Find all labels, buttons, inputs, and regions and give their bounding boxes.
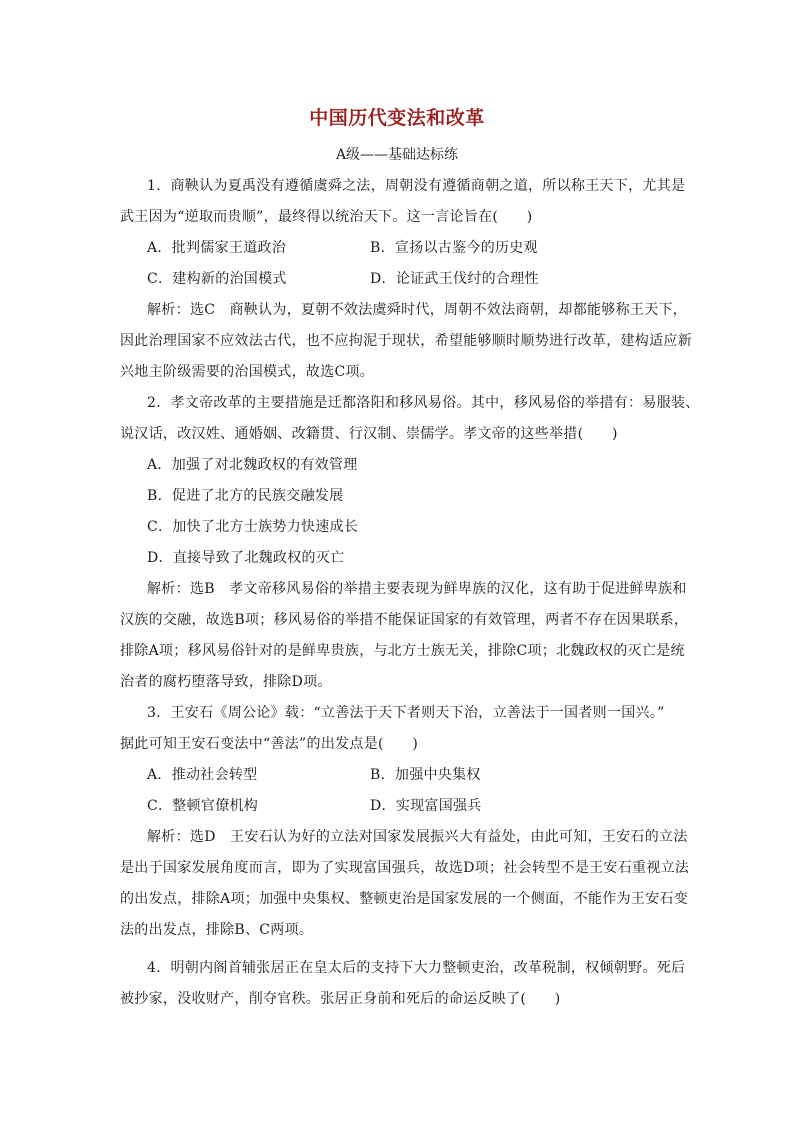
question-3-analysis: 解析：选D 王安石认为好的立法对国家发展振兴大有益处，由此可知，王安石的立法 [147,829,688,845]
question-3-option-b: B．加强中央集权 [370,767,481,783]
question-3-analysis-cont: 法的出发点，排除B、C两项。 [120,922,314,938]
question-2-analysis: 解析：选B 孝文帝移风易俗的举措主要表现为鲜卑族的汉化，这有助于促进鲜卑族和 [147,581,687,597]
question-2-analysis-cont: 排除A项；移风易俗针对的是鲜卑贵族，与北方士族无关，排除C项；北魏政权的灭亡是统 [120,643,685,659]
question-4-text-cont: 被抄家，没收财产，削夺官秩。张居正身前和死后的命运反映了( ) [120,991,561,1007]
question-1-analysis-cont: 兴地主阶级需要的治国模式，故选C项。 [120,364,375,380]
question-3-option-c: C．整顿官僚机构 [147,798,259,814]
question-1-text: 1．商鞅认为夏禹没有遵循虞舜之法，周朝没有遵循商朝之道，所以称王天下，尤其是 [147,178,686,194]
question-2-text: 2．孝文帝改革的主要措施是迁都洛阳和移风易俗。其中，移风易俗的举措有：易服装、 [147,395,700,411]
question-2-option-c: C．加快了北方士族势力快速成长 [147,519,359,535]
question-1-option-b: B．宣扬以古鉴今的历史观 [370,240,538,256]
question-2-text-cont: 说汉话，改汉姓、通婚姻、改籍贯、行汉制、崇儒学。孝文帝的这些举措( ) [120,426,618,442]
document-title: 中国历代变法和改革 [309,107,485,129]
question-1-option-d: D．论证武王伐纣的合理性 [370,271,539,287]
question-4-text: 4．明朝内阁首辅张居正在皇太后的支持下大力整顿吏治，改革税制，权倾朝野。死后 [147,960,686,976]
question-1-option-a: A．批判儒家王道政治 [147,240,287,256]
question-2-option-d: D．直接导致了北魏政权的灭亡 [147,550,345,566]
section-subtitle: A级——基础达标练 [335,147,459,163]
question-1-analysis-cont: 因此治理国家不应效法古代，也不应拘泥于现状，希望能够顺时顺势进行改革，建构适应新 [120,333,692,349]
question-2-option-b: B．促进了北方的民族交融发展 [147,488,344,504]
question-3-text: 3．王安石《周公论》载：“立善法于天下者则天下治，立善法于一国者则一国兴。” [147,705,665,721]
question-1-text-cont: 武王因为“逆取而贵顺”，最终得以统治天下。这一言论旨在( ) [120,209,533,225]
question-2-analysis-cont: 汉族的交融，故选B项；移风易俗的举措不能保证国家的有效管理，两者不存在因果联系， [120,612,689,628]
question-3-text-cont: 据此可知王安石变法中“善法”的出发点是( ) [120,736,419,752]
question-3-analysis-cont: 的出发点，排除A项；加强中央集权、整顿吏治是国家发展的一个侧面，不能作为王安石变 [120,891,689,907]
question-3-option-d: D．实现富国强兵 [370,798,482,814]
question-3-option-a: A．推动社会转型 [147,767,258,783]
question-1-option-c: C．建构新的治国模式 [147,271,287,287]
question-2-option-a: A．加强了对北魏政权的有效管理 [147,457,358,473]
question-1-analysis: 解析：选C 商鞅认为，夏朝不效法虞舜时代，周朝不效法商朝，却都能够称王天下， [147,302,688,318]
question-2-analysis-cont: 治者的腐朽堕落导致，排除D项。 [120,674,332,690]
question-3-analysis-cont: 是出于国家发展角度而言，即为了实现富国强兵，故选D项；社会转型不是王安石重视立法 [120,860,690,876]
